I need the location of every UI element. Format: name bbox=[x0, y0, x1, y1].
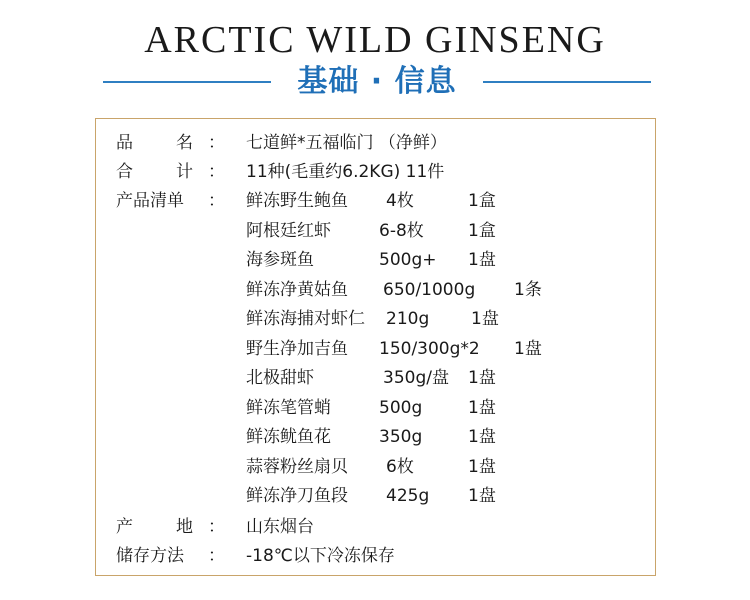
list-item bbox=[96, 187, 655, 216]
item-name: 北极甜虾 bbox=[246, 368, 314, 388]
list-item bbox=[96, 482, 655, 511]
item-name: 鲜冻野生鲍鱼 bbox=[246, 191, 348, 211]
item-name: 鲜冻鱿鱼花 bbox=[246, 427, 331, 447]
divider-right bbox=[483, 81, 651, 83]
list-item bbox=[96, 423, 655, 452]
item-qty: 1条 bbox=[514, 279, 542, 300]
label-colon: ： bbox=[208, 162, 225, 182]
list-item bbox=[96, 276, 655, 305]
label-char: 产 bbox=[116, 517, 133, 537]
row-product-name bbox=[96, 129, 655, 158]
item-name: 蒜蓉粉丝扇贝 bbox=[246, 456, 348, 477]
list-item bbox=[96, 335, 655, 364]
label-text: 产品清单 bbox=[116, 191, 184, 211]
list-item bbox=[96, 394, 655, 423]
item-spec: 4枚 bbox=[386, 191, 414, 211]
item-spec: 425g bbox=[386, 486, 430, 506]
item-spec: 500g bbox=[379, 397, 423, 418]
label-char: 计 bbox=[176, 162, 193, 182]
list-item bbox=[96, 364, 655, 393]
item-name: 鲜冻净黄姑鱼 bbox=[246, 279, 348, 300]
item-spec: 500g+ bbox=[379, 250, 437, 270]
list-item bbox=[96, 453, 655, 482]
label-colon: ： bbox=[208, 546, 225, 566]
item-qty: 1盘 bbox=[468, 250, 496, 270]
label-char: 地 bbox=[176, 517, 193, 537]
row-total bbox=[96, 158, 655, 187]
section-title: 基础 · 信息 bbox=[297, 64, 457, 99]
list-item bbox=[96, 246, 655, 275]
item-name: 阿根廷红虾 bbox=[246, 220, 331, 241]
item-name: 海参斑鱼 bbox=[246, 250, 314, 270]
item-qty: 1盘 bbox=[468, 456, 496, 477]
list-item bbox=[96, 217, 655, 246]
value-origin: 山东烟台 bbox=[246, 517, 314, 537]
info-panel bbox=[95, 118, 656, 576]
label-text: 储存方法 bbox=[116, 546, 184, 566]
item-qty: 1盒 bbox=[468, 191, 496, 211]
item-name: 鲜冻净刀鱼段 bbox=[246, 486, 348, 506]
item-qty: 1盘 bbox=[468, 427, 496, 447]
brand-title: ARCTIC WILD GINSENG bbox=[144, 19, 606, 61]
item-spec: 150/300g*2 bbox=[379, 338, 480, 359]
divider-left bbox=[103, 81, 271, 83]
label-colon: ： bbox=[208, 517, 225, 537]
item-spec: 210g bbox=[386, 309, 430, 329]
label-colon: ： bbox=[208, 133, 225, 153]
section-header bbox=[0, 60, 750, 104]
label-char: 合 bbox=[116, 162, 133, 182]
item-name: 鲜冻海捕对虾仁 bbox=[246, 309, 365, 329]
row-origin bbox=[96, 513, 655, 542]
row-storage bbox=[96, 542, 655, 571]
label-char: 品 bbox=[116, 133, 133, 153]
item-spec: 650/1000g bbox=[383, 279, 476, 300]
item-qty: 1盘 bbox=[468, 368, 496, 388]
item-name: 野生净加吉鱼 bbox=[246, 338, 348, 359]
item-name: 鲜冻笔管蛸 bbox=[246, 397, 331, 418]
item-spec: 6枚 bbox=[386, 456, 414, 477]
item-qty: 1盘 bbox=[468, 397, 496, 418]
label-colon: ： bbox=[208, 191, 225, 211]
item-spec: 6-8枚 bbox=[379, 220, 424, 241]
item-spec: 350g bbox=[379, 427, 423, 447]
item-qty: 1盒 bbox=[468, 220, 496, 241]
value-product-name: 七道鲜*五福临门 （净鲜） bbox=[246, 133, 447, 153]
item-qty: 1盘 bbox=[514, 338, 542, 359]
label-char: 名 bbox=[176, 133, 193, 153]
item-qty: 1盘 bbox=[471, 309, 499, 329]
list-item bbox=[96, 305, 655, 334]
item-spec: 350g/盘 bbox=[383, 368, 449, 388]
value-storage: -18℃以下冷冻保存 bbox=[246, 546, 395, 566]
value-total: 11种(毛重约6.2KG) 11件 bbox=[246, 162, 445, 182]
item-qty: 1盘 bbox=[468, 486, 496, 506]
